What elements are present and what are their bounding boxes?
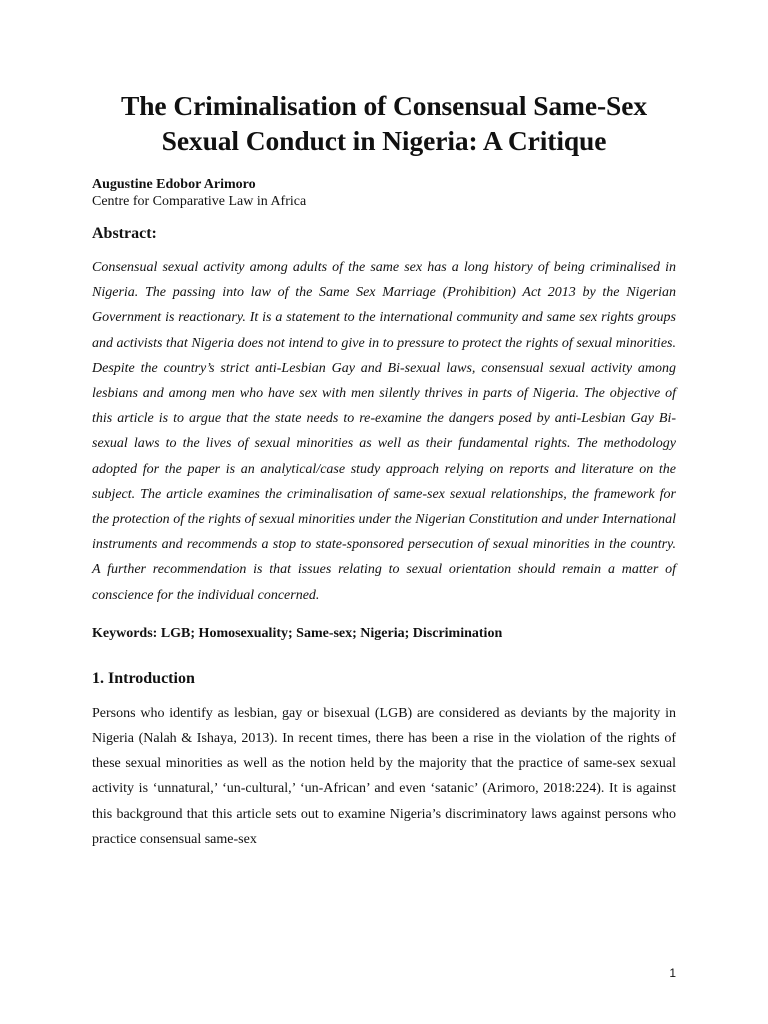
abstract-heading: Abstract: — [92, 225, 157, 242]
page-number: 1 — [669, 966, 676, 980]
author-block — [92, 176, 676, 210]
author-affiliation: Centre for Comparative Law in Africa — [92, 194, 307, 209]
author-name: Augustine Edobor Arimoro — [92, 177, 256, 192]
introduction-text: Persons who identify as lesbian, gay or bisexual (LGB) are considered as deviants by the majority in Nigeria (Nalah & Ishaya, 2013). In recent times, there has been a rise in the violation of the rights of these sexual minorities as well as the notion held by the majority that the practice of same-sex sexual activity is ‘unnatural,’ ‘un-cultural,’ ‘un-African’ and even ‘satanic’ (Arimoro, 2018:224). It is against this background that this article sets out to examine Nigeria’s discriminatory laws against persons who practice consensual same-sex — [92, 705, 676, 847]
document-page — [92, 88, 676, 852]
section-heading-introduction: 1. Introduction — [92, 669, 195, 687]
abstract-text: Consensual sexual activity among adults of the same sex has a long history of being criminalised in Nigeria. The passing into law of the Same Sex Marriage (Prohibition) Act 2013 by the Nigerian Government is reactionary. It is a statement to the international community and same sex rights groups and activists that Nigeria does not intend to give in to pressure to protect the rights of sexual minorities. Despite the country’s strict anti-Lesbian Gay and Bi-sexual laws, consensual sexual activity among lesbians and among men who have sex with men silently thrives in parts of Nigeria. The objective of this article is to argue that the state needs to re-examine the dangers posed by anti-Lesbian Gay Bi-sexual laws to the lives of sexual minorities as well as their fundamental rights. The methodology adopted for the paper is an analytical/case study approach relying on reports and literature on the subject. The article examines the criminalisation of same-sex sexual relationships, the framework for the protection of the rights of sexual minorities under the Nigerian Constitution and under International instruments and recommends a stop to state-sponsored persecution of sexual minorities in the country. A further recommendation is that issues relating to sexual orientation should remain a matter of conscience for the individual concerned. — [92, 260, 676, 603]
paper-title: The Criminalisation of Consensual Same-Sex Sexual Conduct in Nigeria: A Critique — [121, 90, 647, 156]
keywords-line: Keywords: LGB; Homosexuality; Same-sex; Nigeria; Discrimination — [92, 625, 503, 641]
